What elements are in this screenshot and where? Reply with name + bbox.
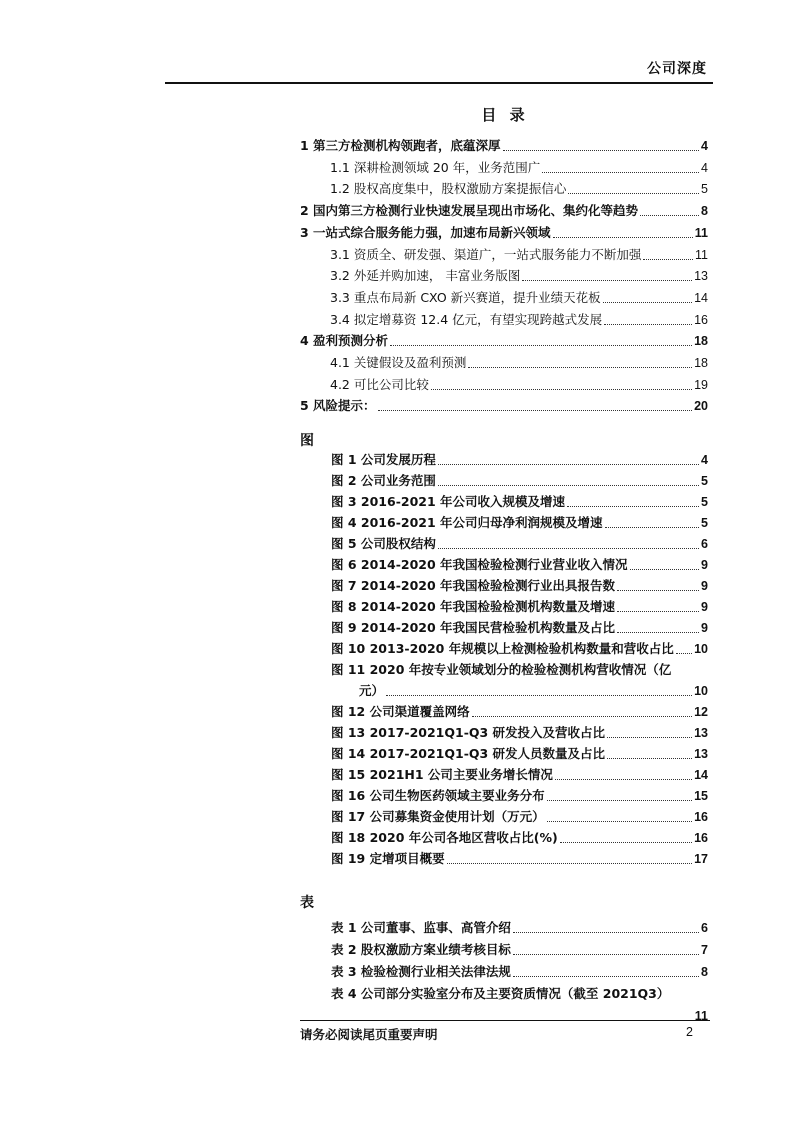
dot-leader: [513, 953, 699, 955]
toc-entry[interactable]: [331, 494, 708, 510]
figures-heading: 图: [300, 433, 314, 449]
entry-title: 图 1 公司发展历程: [331, 452, 436, 467]
dot-leader: [607, 736, 692, 738]
toc-entry[interactable]: [331, 746, 708, 762]
entry-page: 10: [694, 684, 708, 698]
footer-disclaimer: 请务必阅读尾页重要声明: [300, 1027, 438, 1042]
entry-page: 15: [694, 789, 708, 803]
dot-leader: [438, 463, 699, 465]
entry-title: 表 3 检验检测行业相关法律法规: [331, 964, 511, 979]
entry-title: 图 17 公司募集资金使用计划（万元）: [331, 809, 545, 824]
page-number: 2: [686, 1025, 693, 1039]
dot-leader: [468, 366, 692, 368]
entry-title: 图 6 2014-2020 年我国检验检测行业营业收入情况: [331, 557, 628, 572]
dot-leader: [513, 975, 699, 977]
entry-page: 4: [701, 453, 708, 467]
toc-entry[interactable]: [330, 181, 708, 197]
toc-entry[interactable]: [331, 641, 708, 657]
entry-title: 3 一站式综合服务能力强，加速布局新兴领域: [300, 224, 551, 240]
entry-title: 图 12 公司渠道覆盖网络: [331, 704, 470, 719]
entry-page: 9: [701, 579, 708, 593]
dot-leader: [617, 631, 699, 633]
entry-page: 5: [701, 182, 708, 197]
entry-page: 11: [694, 1009, 708, 1023]
entry-page: 14: [694, 290, 708, 305]
header-label: 公司深度: [647, 61, 707, 77]
entry-title: 表 2 股权激励方案业绩考核目标: [331, 942, 511, 957]
toc-entry[interactable]: [300, 225, 708, 241]
toc-entry[interactable]: [330, 160, 708, 176]
toc-entry[interactable]: [331, 704, 708, 720]
entry-page: 16: [694, 810, 708, 824]
entry-title: 3.4 拟定增募资 12.4 亿元，有望实现跨越式发展: [330, 311, 603, 327]
entry-title: 图 7 2014-2020 年我国检验检测行业出具报告数: [331, 578, 616, 593]
dot-leader: [605, 526, 700, 528]
entry-title: 1 第三方检测机构领跑者，底蕴深厚: [300, 138, 501, 153]
toc-entry[interactable]: [330, 312, 708, 328]
toc-entry[interactable]: [331, 809, 708, 825]
dot-leader: [472, 715, 692, 717]
entry-title: 图 4 2016-2021 年公司归母净利润规模及增速: [331, 515, 603, 530]
toc-entry[interactable]: [331, 557, 708, 573]
entry-page: 8: [701, 965, 708, 979]
entry-title: 图 5 公司股权结构: [331, 536, 436, 551]
toc-entry-cont[interactable]: [359, 683, 708, 699]
toc-entry[interactable]: [331, 830, 708, 846]
entry-page: 9: [701, 558, 708, 572]
dot-leader: [378, 409, 693, 411]
entry-title: 4.2 可比公司比较: [330, 376, 429, 392]
dot-leader: [676, 652, 692, 654]
dot-leader: [617, 610, 699, 612]
dot-leader: [547, 820, 692, 822]
dot-leader: [522, 279, 692, 281]
entry-title: 图 2 公司业务范围: [331, 473, 436, 488]
entry-page: 6: [701, 537, 708, 551]
toc-entry[interactable]: [331, 788, 708, 804]
entry-title: 图 18 2020 年公司各地区营收占比(%): [331, 830, 558, 845]
toc-entry[interactable]: [330, 377, 708, 393]
toc-entry[interactable]: [330, 247, 708, 263]
toc-entry[interactable]: [331, 599, 708, 615]
entry-page: 5: [701, 474, 708, 488]
dot-leader: [438, 484, 699, 486]
entry-page: 5: [701, 516, 708, 530]
toc-entry[interactable]: [300, 138, 708, 154]
entry-page: 10: [694, 642, 708, 656]
entry-title-cont: 元）: [359, 683, 385, 698]
entry-page: 6: [701, 921, 708, 935]
entry-page: 17: [694, 852, 708, 866]
entry-page: 20: [694, 399, 708, 414]
dot-leader: [560, 841, 692, 843]
toc-entry[interactable]: [331, 473, 708, 489]
entry-page: 4: [701, 139, 708, 153]
dot-leader: [617, 589, 699, 591]
toc-entry[interactable]: [300, 203, 708, 219]
entry-page: 8: [701, 204, 708, 219]
toc-entry-cont[interactable]: [357, 1008, 708, 1024]
toc-entry[interactable]: [331, 964, 708, 980]
toc-entry-line[interactable]: 表 4 公司部分实验室分布及主要资质情况（截至 2021Q3）: [331, 986, 670, 1001]
entry-title: 1.2 股权高度集中，股权激励方案提振信心: [330, 181, 567, 197]
dot-leader: [553, 236, 693, 238]
entry-page: 5: [701, 495, 708, 509]
toc-entry[interactable]: [331, 942, 708, 958]
entry-page: 16: [694, 831, 708, 845]
entry-title: 图 19 定增项目概要: [331, 851, 445, 866]
entry-page: 12: [694, 705, 708, 719]
entry-title: 表 1 公司董事、监事、高管介绍: [331, 920, 511, 935]
dot-leader: [431, 388, 692, 390]
entry-title: 图 13 2017-2021Q1-Q3 研发投入及营收占比: [331, 725, 606, 740]
header-rule: [165, 82, 713, 84]
toc-entry[interactable]: [331, 515, 708, 531]
toc-entry[interactable]: [300, 333, 708, 349]
entry-page: 4: [701, 160, 708, 175]
dot-leader: [547, 799, 692, 801]
dot-leader: [640, 214, 699, 216]
dot-leader: [542, 171, 699, 173]
dot-leader: [603, 301, 692, 303]
dot-leader: [630, 568, 700, 570]
toc-entry-line[interactable]: 图 11 2020 年按专业领域划分的检验检测机构营收情况（亿: [331, 662, 672, 677]
entry-page: 18: [694, 334, 708, 349]
entry-page: 19: [694, 377, 708, 392]
toc-entry[interactable]: [331, 452, 708, 468]
dot-leader: [390, 344, 692, 346]
dot-leader: [438, 547, 699, 549]
toc-entry[interactable]: [331, 767, 708, 783]
entry-title: 图 8 2014-2020 年我国检验检测机构数量及增速: [331, 599, 616, 614]
toc-entry[interactable]: [331, 920, 708, 936]
entry-title: 3.1 资质全、研发强、渠道广，一站式服务能力不断加强: [330, 246, 642, 262]
toc-entry[interactable]: [331, 620, 708, 636]
toc-entry[interactable]: [330, 290, 708, 306]
dot-leader: [643, 258, 693, 260]
dot-leader: [607, 757, 692, 759]
dot-leader: [503, 149, 699, 151]
entry-title: 2 国内第三方检测行业快速发展呈现出市场化、集约化等趋势: [300, 203, 639, 219]
toc-title: 目 录: [481, 106, 529, 124]
entry-page: 9: [701, 621, 708, 635]
dot-leader: [386, 694, 692, 696]
entry-page: 11: [695, 247, 708, 262]
dot-leader: [568, 192, 699, 194]
entry-page: 18: [694, 356, 708, 370]
entry-title: 图 15 2021H1 公司主要业务增长情况: [331, 767, 553, 782]
footer-rule: [300, 1020, 710, 1021]
dot-leader: [567, 505, 699, 507]
dot-leader: [604, 323, 692, 325]
toc-entry[interactable]: [331, 725, 708, 741]
entry-title: 5 风险提示：: [300, 398, 376, 414]
entry-page: 16: [694, 312, 708, 327]
entry-page: 13: [694, 747, 708, 761]
toc-entry[interactable]: [331, 851, 708, 867]
dot-leader: [513, 931, 699, 933]
entry-title: 1.1 深耕检测领域 20 年，业务范围广: [330, 159, 541, 175]
toc-entry[interactable]: [330, 268, 708, 284]
toc-entry[interactable]: [331, 536, 708, 552]
entry-page: 9: [701, 600, 708, 614]
entry-title: 图 10 2013-2020 年规模以上检测检验机构数量和营收占比: [331, 641, 674, 656]
entry-page: 14: [694, 768, 708, 782]
entry-title: 4.1 关键假设及盈利预测: [330, 355, 467, 370]
entry-title: 图 16 公司生物医药领域主要业务分布: [331, 788, 545, 803]
entry-page: 13: [694, 269, 708, 284]
entry-page: 7: [701, 943, 708, 957]
entry-title: 4 盈利预测分析: [300, 333, 389, 349]
dot-leader: [555, 778, 692, 780]
tables-heading: 表: [300, 895, 314, 911]
entry-title: 图 3 2016-2021 年公司收入规模及增速: [331, 494, 566, 509]
entry-title: 3.3 重点布局新 CXO 新兴赛道，提升业绩天花板: [330, 289, 601, 305]
entry-title: 3.2 外延并购加速， 丰富业务版图: [330, 268, 521, 284]
dot-leader: [447, 862, 692, 864]
toc-entry[interactable]: [330, 355, 708, 371]
entry-page: 13: [694, 726, 708, 740]
entry-title: 图 9 2014-2020 年我国民营检验机构数量及占比: [331, 620, 616, 635]
entry-title: 图 14 2017-2021Q1-Q3 研发人员数量及占比: [331, 746, 606, 761]
toc-entry[interactable]: [300, 398, 708, 414]
toc-entry[interactable]: [331, 578, 708, 594]
entry-page: 11: [694, 225, 708, 240]
